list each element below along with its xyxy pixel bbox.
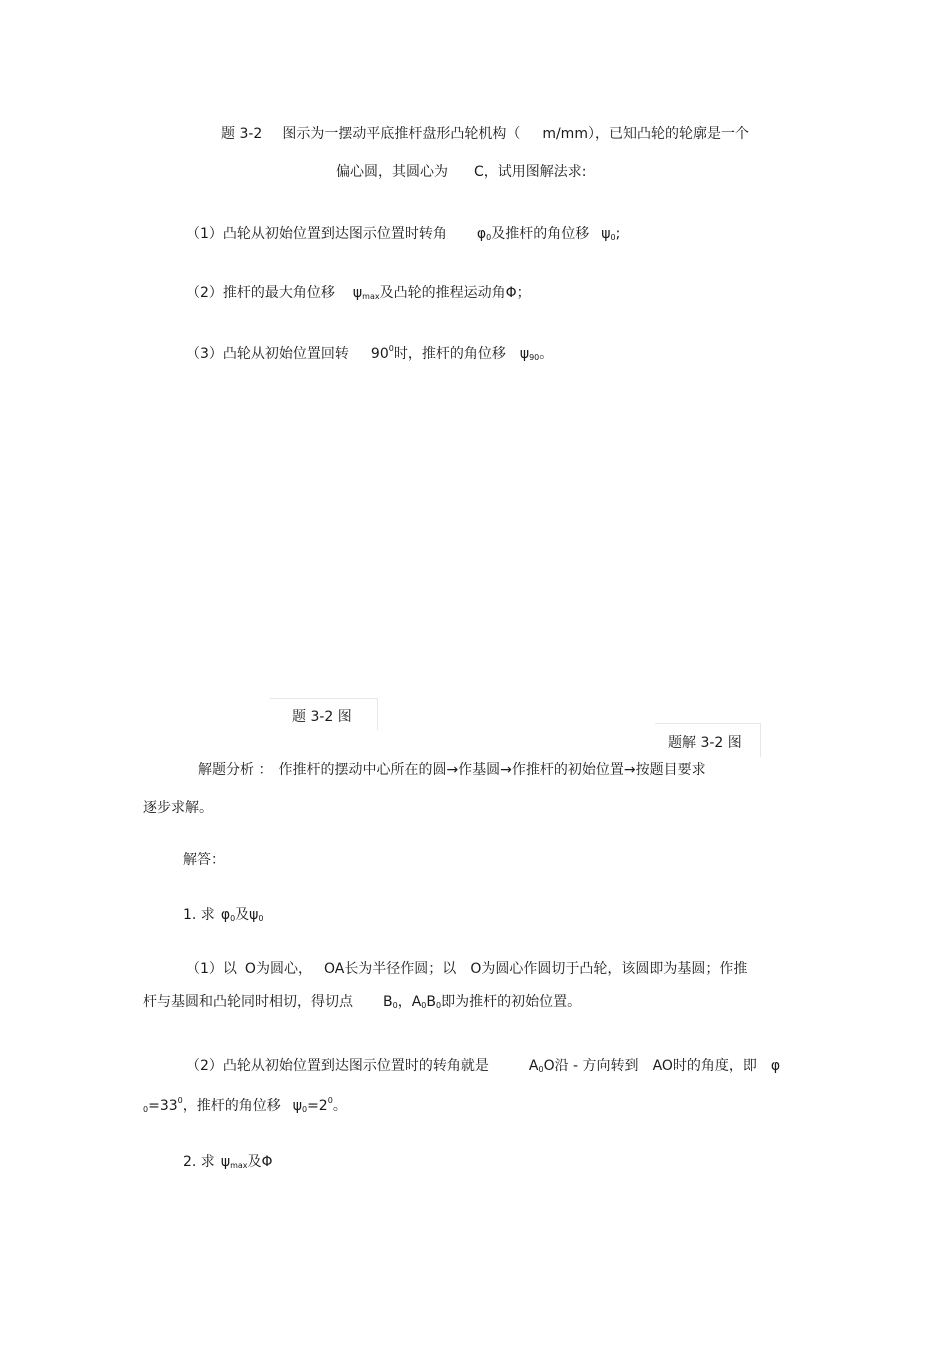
psi-symbol: ψ (249, 907, 259, 923)
psi-symbol: ψ (601, 226, 611, 242)
question-1: （1）凸轮从初始位置到达图示位置时转角 φ0及推杆的角位移 ψ0; (186, 226, 621, 242)
analysis-label: 解题分析 ： (198, 762, 273, 778)
problem-line-1 (221, 127, 749, 141)
figure-frame-edge (377, 698, 378, 730)
figure-caption-left: 题 3-2 图 (292, 709, 352, 725)
center-label-c: C (474, 164, 484, 180)
step-2-heading: 2. 求 ψmax及Φ (183, 1154, 273, 1170)
figure-frame-edge (270, 698, 378, 699)
step-1-part-2-line-2: $0=33^0$，推杆的角位移 $\psi 0=2^0$。 (143, 1096, 347, 1114)
analysis-line-2: 逐步求解。 (143, 800, 213, 816)
phi-symbol: φ (220, 907, 231, 923)
question-3: （3）凸轮从初始位置回转 $90^0$时，推杆的角位移 ψ90。 (186, 344, 554, 362)
phi-symbol: φ (476, 226, 487, 242)
problem-text: 图示为一摆动平底推杆盘形凸轮机构（ (282, 126, 521, 142)
figure-caption-right: 题解 3-2 图 (668, 735, 742, 751)
psi-symbol: ψ (519, 346, 530, 362)
step-1-part-2-line-1: （2）凸轮从初始位置到达图示位置时的转角就是 A0O沿 - 方向转到 AO时的角度，即 φ (186, 1058, 781, 1074)
problem-line-2: 偏心圆，其圆心为 C，试用图解法求: (336, 164, 587, 180)
phi-symbol: φ (770, 1058, 781, 1074)
step-1-part-1-line-2: 杆与基圆和凸轮同时相切，得切点 B0，A0B0即为推杆的初始位置。 (143, 994, 582, 1010)
figure-frame-edge (655, 723, 761, 724)
psi-symbol: ψ (352, 285, 363, 301)
question-2: （2）推杆的最大角位移 ψmax及凸轮的推程运动角Φ； (186, 285, 531, 301)
step-1-part-1-line-1: （1）以 O为圆心， OA长为半径作圆；以 O为圆心作圆切于凸轮，该圆即为基圆；作推 (186, 961, 748, 977)
answer-label: 解答： (183, 852, 225, 868)
problem-unit-text: m/mm），已知凸轮的轮廓是一个 (542, 126, 749, 142)
figure-frame-edge (760, 723, 761, 757)
psi-symbol: ψ (220, 1154, 231, 1170)
psi-symbol: ψ (292, 1098, 302, 1114)
analysis-line-1: 解题分析 ： 作推杆的摆动中心所在的圆→作基圆→作推杆的初始位置→按题目要求 (198, 762, 706, 778)
step-1-heading: 1. 求 φ0及ψ0 (183, 907, 264, 923)
problem-number: 题 3-2 (221, 126, 263, 142)
